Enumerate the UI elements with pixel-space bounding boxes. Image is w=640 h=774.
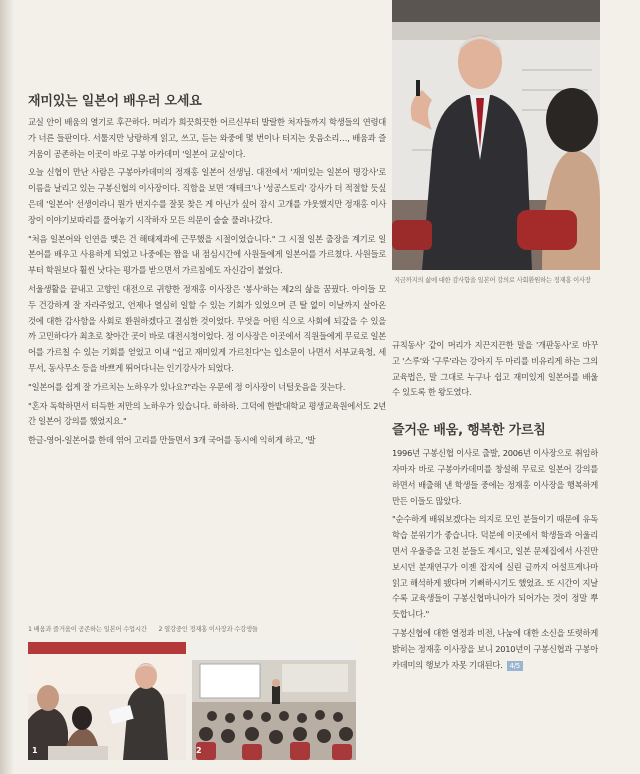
left-column — [28, 90, 386, 452]
right-column — [392, 338, 598, 676]
bottom-photo-class — [28, 642, 186, 760]
right-paragraph-continued: 규칙동사' 같이 머리가 지끈지끈한 말을 '개판동사'로 바꾸고 '스루'와 '구루'라는 강아지 두 마리를 비유리게 하는 그의 교육법은, 말 그대로 누구나 쉽고 재미있게 일본어를 배울 수 있도록 한 왕도였다. — [392, 340, 598, 398]
left-paragraph-3: "처음 일본어와 인연을 맺은 건 해태제과에 근무했을 시절이었습니다." 그 시절 일본 출장을 계기로 일본어를 배우고 사용하게 되었고 나중에는 짬을 내 점심시간에 사원들에게 일본어를 가르쳤다. 사원들로부터 학원보다 훨씬 낫다는 평가를 받으면서 가르침에도 자신감이 붙었다. — [28, 233, 386, 276]
page-spine-shadow — [0, 0, 14, 774]
left-paragraph-7: 한글-영어-일본어를 한데 엮어 고리를 만들면서 3개 국어를 동시에 익히게 하고, '발 — [28, 435, 316, 446]
left-paragraph-6: "혼자 독학하면서 터득한 저만의 노하우가 있습니다. 하하하. 그덕에 한밭대학교 평생교육원에서도 2년간 일본어 강의를 했었지요." — [28, 400, 386, 427]
bottom-photo-1-illustration — [28, 642, 186, 760]
bottom-photo-lecture-hall — [192, 642, 356, 760]
right-paragraph-3 — [392, 626, 598, 673]
right-paragraph-3-text: 구봉신협에 대한 열정과 비전, 나눔에 대한 소신을 또렷하게 밝히는 정재홍 이사장을 보니 2010년이 구봉신협과 구봉아카데미의 행보가 자못 기대된다. — [392, 627, 598, 670]
right-paragraph-2: "순수하게 배워보겠다는 의지로 모인 분들이기 때문에 유독 학습 분위기가 좋습니다. 덕분에 이곳에서 학생들과 어울리면서 우울증을 고친 분들도 계시고, 일본 문제집에서 사진만 보시던 분재연구가 이젠 잡지에 실린 글까지 어설프게나마 읽고 해석하게 됐다며 기뻐하시기도 했었죠. 또 시간이 지날수록 교육생들이 구봉신협마니아가 되어가는 것이 정말 뿌듯합니다." — [392, 514, 598, 620]
top-photo-illustration — [392, 0, 600, 270]
section-title-happy-teaching: 즐거운 배움, 행복한 가르침 — [392, 423, 546, 439]
page-number: 4/5 — [507, 661, 524, 671]
section-title-fun-japanese: 재미있는 일본어 배우러 오세요 — [28, 94, 202, 109]
top-photo-instructor — [392, 0, 600, 270]
bottom-caption-1: 1 배움과 즐거움이 공존하는 일본어 수업시간 — [28, 626, 147, 633]
bottom-photo-2-illustration — [192, 642, 356, 760]
top-photo-caption: 지금까지의 삶에 대한 감사함을 일본어 강의로 사회환원하는 정재홍 이사장 — [394, 277, 591, 284]
bottom-caption-2: 2 열강중인 정재홍 이사장과 수강생들 — [158, 626, 258, 633]
left-paragraph-4: 서울생활을 끝내고 고향인 대전으로 귀향한 정재홍 이사장은 '봉사'하는 제2의 삶을 꿈꿨다. 아이들 모두 건강하게 잘 자라주었고, 언제나 열심히 일할 수 있는 기회가 있었으며 큰 탈 없이 이날까지 살아온 것에 대한 감사함을 사회로 환원하겠다고 결심한 것이었다. 무엇을 어떤 식으로 사회에 되갚을 수 있을까 고민하다가 최초로 찾아간 곳이 바로 대전시청이었다. 정 이사장은 이곳에서 직원들에게 무료로 일본어를 가르칠 수 있는 기회를 얻었고 이내 "쉽고 재미있게 가르친다"는 입소문이 나면서 서부교육청, 세무서, 동사무소 등을 바쁘게 뛰어다니는 인기강사가 되었다. — [28, 283, 386, 373]
photo-number-2: 2 — [196, 746, 202, 755]
bottom-photo-captions — [28, 625, 368, 635]
left-paragraph-5: "일본어를 쉽게 잘 가르치는 노하우가 있나요?"라는 우문에 정 이사장이 너털웃음을 짓는다. — [28, 381, 346, 392]
photo-number-1: 1 — [32, 746, 38, 755]
left-paragraph-2: 오늘 신협이 만난 사람은 구봉아카데미의 정재홍 일본어 선생님. 대전에서 '재미있는 일본어 명강사'로 이름을 날리고 있는 구봉신협의 이사장이다. 직함을 보면 '재테크'나 '성공스토리' 강사가 더 적절할 듯싶은데 '일본어' 선생이라니 뭔가 번지수를 잘못 찾은 게 아닌가 싶어 잠시 고개를 갸웃했지만 정재홍 이사장이 이야기보따리를 풀어놓기 시작하자 모든 의문이 술술 풀려나갔다. — [28, 167, 386, 225]
left-paragraph-1: 교실 안이 배움의 열기로 후끈하다. 머리가 희끗희끗한 어르신부터 발랄한 처자들까지 학생들의 연령대가 너른 들판이다. 서툴지만 낭랑하게 읽고, 쓰고, 듣는 와중에 몇 번이나 터지는 웃음소리…, 배움과 즐거움이 공존하는 이곳이 바로 구봉 아카데미 '일본어 교실'이다. — [28, 117, 386, 159]
right-paragraph-1: 1996년 구봉신협 이사로 출발, 2006년 이사장으로 취임하자마자 바로 구봉아카데미를 창설해 무료로 일본어 강의를 하면서 배출해 낸 학생들 중에는 정재홍 이사장을 행복하게 만든 이들도 많았다. — [392, 448, 598, 506]
